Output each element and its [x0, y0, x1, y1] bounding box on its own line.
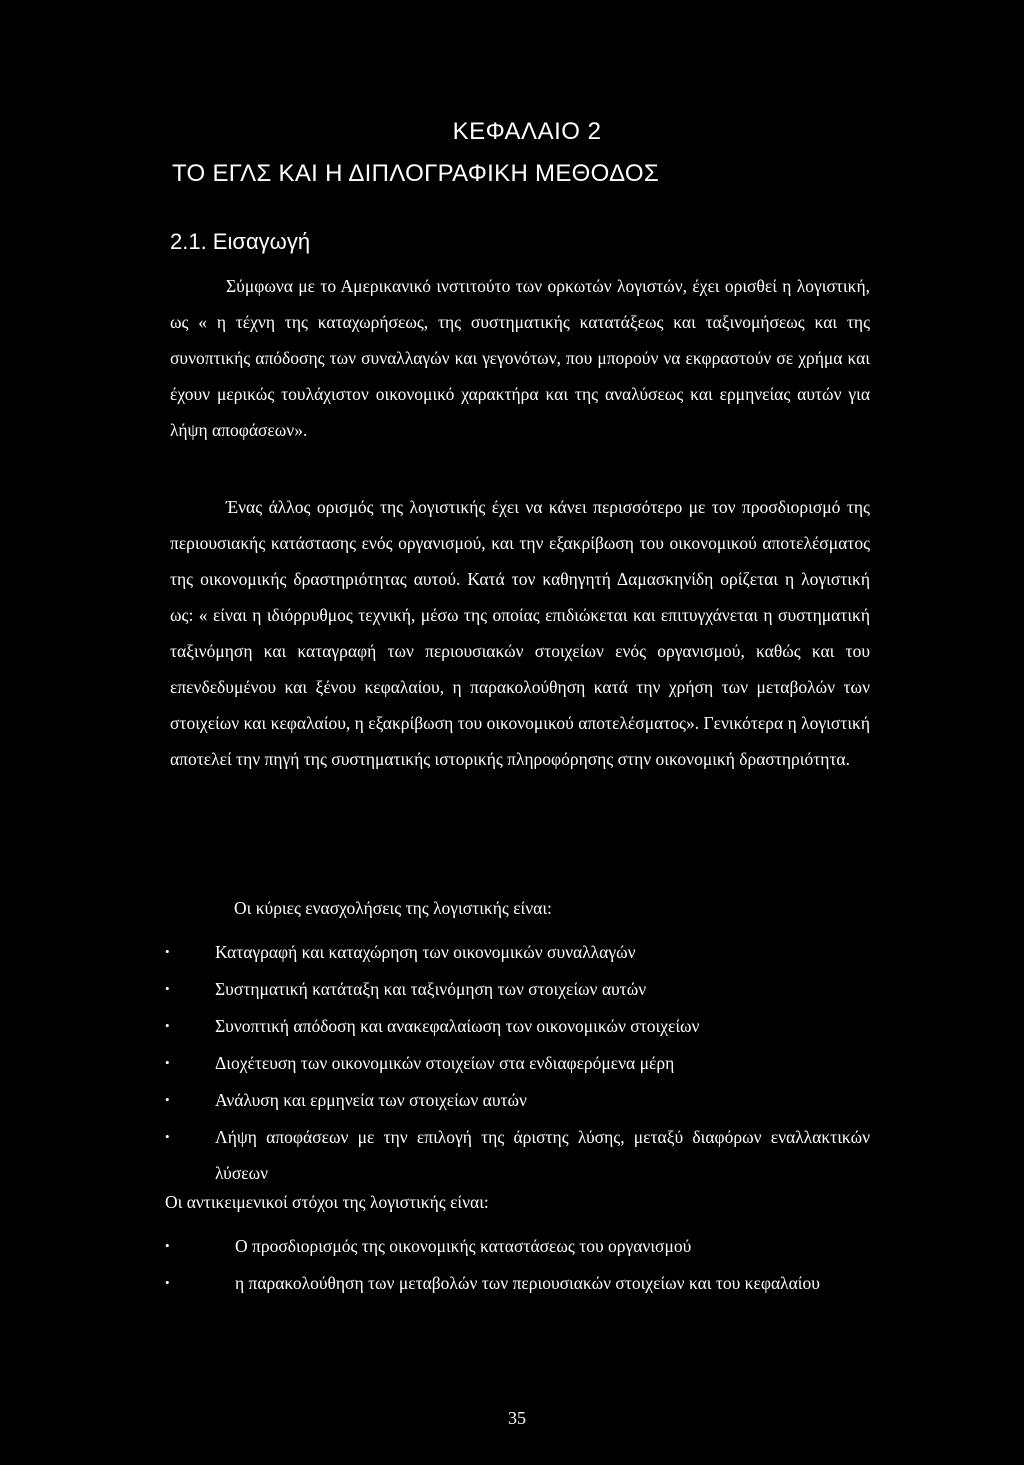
bullet-icon: •	[165, 1129, 170, 1144]
list-item	[165, 1045, 870, 1082]
objectives-list	[165, 1228, 870, 1301]
chapter-label: ΚΕΦΑΛΑΙΟ 2	[452, 118, 602, 145]
bullet-icon: •	[165, 981, 170, 996]
bullet-icon: •	[165, 1018, 170, 1033]
bullet-icon: •	[165, 1275, 170, 1290]
list-item	[165, 934, 870, 971]
chapter-title: ΤΟ ΕΓΛΣ ΚΑΙ Η ΔΙΠΛΟΓΡΑΦΙΚΗ ΜΕΘΟΔΟΣ	[172, 160, 660, 187]
list-item-text: Ο προσδιορισμός της οικονομικής καταστάσεως του οργανισμού	[235, 1236, 692, 1256]
bullet-icon: •	[165, 1092, 170, 1107]
list-item-text: Καταγραφή και καταχώρηση των οικονομικών συναλλαγών	[215, 942, 636, 962]
list-item-text: Ανάλυση και ερμηνεία των στοιχείων αυτών	[215, 1090, 527, 1110]
page-number: 35	[508, 1408, 526, 1428]
bullet-icon: •	[165, 1055, 170, 1070]
main-concerns-list	[165, 934, 870, 1191]
list-item	[165, 1228, 870, 1265]
section-heading: 2.1. Εισαγωγή	[170, 229, 311, 254]
list-item	[165, 1265, 870, 1301]
list-item-text: Συνοπτική απόδοση και ανακεφαλαίωση των οικονομικών στοιχείων	[215, 1016, 700, 1036]
bullet-icon: •	[165, 1238, 170, 1253]
paragraph-definition-1: Σύμφωνα με το Αμερικανικό ινστιτούτο των ορκωτών λογιστών, έχει ορισθεί η λογιστική, ως « η τέχνη της καταχωρήσεως, της συστηματικής κατατάξεως και ταξινομήσεως και της συνοπτικής απόδοσης των συναλλαγών και γεγονότων, που μπορούν να εκφραστούν σε χρήμα και έχουν μερικώς τουλάχιστον οικονομικό χαρακτήρα και της αναλύσεως και ερμηνείας αυτών για λήψη αποφάσεων».	[170, 276, 870, 440]
objectives-intro: Οι αντικειμενικοί στόχοι της λογιστικής είναι:	[165, 1192, 489, 1212]
bullet-icon: •	[165, 944, 170, 959]
list-item-text: Λήψη αποφάσεων με την επιλογή της άριστης λύσης, μεταξύ διαφόρων εναλλακτικών λύσεων	[215, 1127, 870, 1183]
list-item-text: Διοχέτευση των οικονομικών στοιχείων στα ενδιαφερόμενα μέρη	[215, 1053, 675, 1073]
list-item-text: Συστηματική κατάταξη και ταξινόμηση των στοιχείων αυτών	[215, 979, 647, 999]
paragraph-definition-2: Ένας άλλος ορισμός της λογιστικής έχει να κάνει περισσότερο με τον προσδιορισμό της περιουσιακής κατάστασης ενός οργανισμού, και την εξακρίβωση του οικονομικού αποτελέσματος της οικονομικής δραστηριότητας αυτού. Κατά τον καθηγητή Δαμασκηνίδη ορίζεται η λογιστική ως: « είναι η ιδιόρρυθμος τεχνική, μέσω της οποίας επιδιώκεται και επιτυγχάνεται η συστηματική ταξινόμηση και καταγραφή των περιουσιακών στοιχείων ενός οργανισμού, καθώς και του επενδεδυμένου και ξένου κεφαλαίου, η παρακολούθηση κατά την χρήση των μεταβολών των στοιχείων και κεφαλαίου, η εξακρίβωση του οικονομικού αποτελέσματος». Γενικότερα η λογιστική αποτελεί την πηγή της συστηματικής ιστορικής πληροφόρησης στην οικονομική δραστηριότητα.	[170, 497, 870, 769]
list-item	[165, 971, 870, 1008]
list-item	[165, 1008, 870, 1045]
list-item-text: η παρακολούθηση των μεταβολών των περιουσιακών στοιχείων και του κεφαλαίου	[235, 1273, 820, 1293]
list-item	[165, 1119, 870, 1191]
main-concerns-intro: Οι κύριες ενασχολήσεις της λογιστικής είναι:	[234, 898, 552, 918]
list-item	[165, 1082, 870, 1119]
